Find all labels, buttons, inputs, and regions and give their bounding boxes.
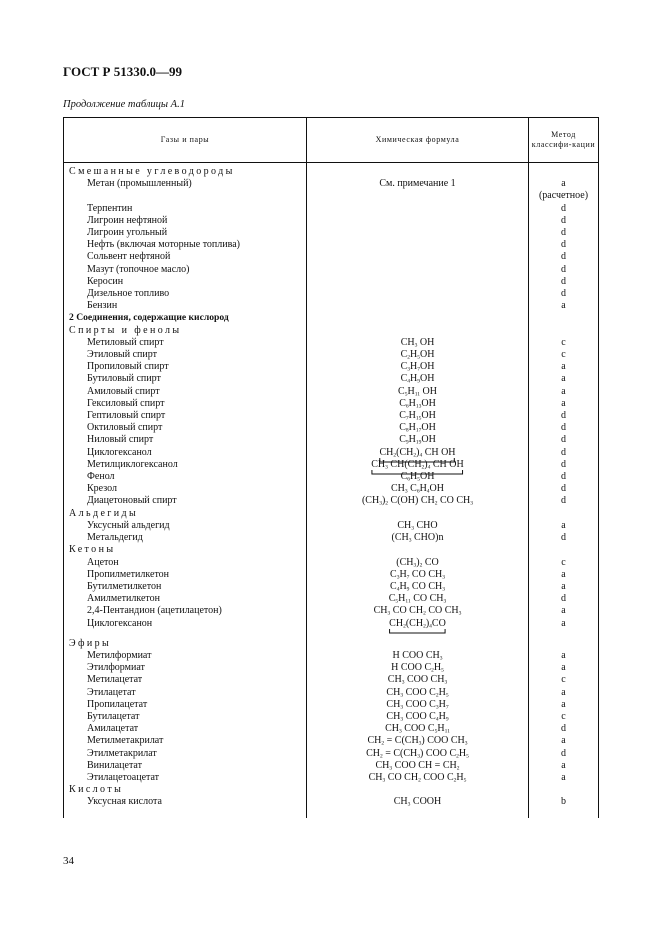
formula-text: H COO $C_2H_5$ [391, 662, 444, 674]
formula-text: $C_8H_{17}OH$ [399, 422, 436, 434]
table-row [64, 422, 599, 434]
table-row [64, 723, 599, 735]
formula-text: $CH_3$ COO $C_3H_7$ [386, 698, 449, 711]
method-cell: а [529, 520, 599, 532]
method-cell: а [529, 373, 599, 385]
gas-name-cell: Пропилацетат [64, 699, 307, 711]
formula-cell [307, 163, 529, 179]
formula-cell [307, 495, 529, 507]
table-row [64, 300, 599, 312]
formula-cell [307, 711, 529, 723]
method-cell: d [529, 748, 599, 760]
gas-name-cell: Уксусный альдегид [64, 520, 307, 532]
method-cell [529, 312, 599, 324]
formula-cell [307, 300, 529, 312]
formula-cell [307, 748, 529, 760]
formula-text: $C_6H_5OH$ [400, 471, 435, 483]
table-row [64, 434, 599, 446]
gas-name-cell: Метилметакрилат [64, 735, 307, 747]
formula-cell [307, 735, 529, 747]
method-cell: d [529, 471, 599, 483]
method-cell: d [529, 483, 599, 495]
gas-name-cell: Мазут (топочное масло) [64, 264, 307, 276]
table-row [64, 748, 599, 760]
method-cell: а [529, 398, 599, 410]
formula-cell [307, 264, 529, 276]
formula-text: $CH_3$ COO $C_5H_{11}$ [385, 723, 450, 735]
gas-name-cell: Дизельное топливо [64, 288, 307, 300]
formula-text: $CH_3$ COO $CH_3$ [387, 674, 448, 686]
formula-text: $C_3H_7OH$ [400, 361, 435, 373]
method-cell: а [529, 386, 599, 398]
formula-text: H COO $CH_3$ [392, 649, 443, 662]
table-row [64, 264, 599, 276]
formula-cell [307, 325, 529, 337]
formula-text: $CH_3$ COOH [393, 796, 442, 808]
table-row [64, 288, 599, 300]
formula-cell [307, 483, 529, 495]
method-cell: а [529, 618, 599, 630]
gas-name-cell: Метиловый спирт [64, 337, 307, 349]
gas-name-cell: Керосин [64, 276, 307, 288]
gas-name-cell: Этилацетат [64, 687, 307, 699]
formula-text: $C_5H_{11}$ OH [398, 385, 437, 398]
table-row [64, 373, 599, 385]
table-row [64, 361, 599, 373]
gas-name-cell: Винилацетат [64, 760, 307, 772]
formula-cell [307, 638, 529, 650]
gas-name-cell: Амилацетат [64, 723, 307, 735]
table-row [64, 520, 599, 532]
formula-cell [307, 532, 529, 544]
formula-cell [307, 581, 529, 593]
table-row [64, 190, 599, 202]
method-cell: с [529, 711, 599, 723]
gas-name-cell: Метальдегид [64, 532, 307, 544]
section-header-row [64, 544, 599, 556]
gas-name-cell: Октиловый спирт [64, 422, 307, 434]
table-row [64, 593, 599, 605]
formula-cell [307, 544, 529, 556]
method-cell [529, 638, 599, 650]
table-row [64, 227, 599, 239]
method-cell: а [529, 699, 599, 711]
method-cell [529, 508, 599, 520]
gas-name-cell: 2 Соединения, содержащие кислород [64, 312, 307, 324]
column-header-formula: Химическая формула [307, 118, 529, 163]
formula-cell [307, 251, 529, 263]
table-row [64, 459, 599, 471]
method-cell: b [529, 796, 599, 818]
table-row [64, 337, 599, 349]
gas-name-cell: Нефть (включая моторные топлива) [64, 239, 307, 251]
formula-text: $CH_3$ COO $C_4H_9$ [386, 710, 449, 723]
gas-name-cell: Уксусная кислота [64, 796, 307, 818]
formula-cell [307, 699, 529, 711]
gas-name-cell: Ацетон [64, 557, 307, 569]
method-cell: d [529, 227, 599, 239]
gas-name-cell: Эфиры [64, 638, 307, 650]
table-row [64, 203, 599, 215]
formula-text: $CH_3$ COO $C_2H_5$ [386, 686, 449, 699]
formula-text: $CH_3$ COO CH = $CH_2$ [375, 759, 460, 772]
formula-cell [307, 796, 529, 818]
gas-name-cell: Кетоны [64, 544, 307, 556]
gas-name-cell: Гексиловый спирт [64, 398, 307, 410]
ring-formula: $CH_2(CH_2)_4CO$ [389, 618, 446, 630]
table-row [64, 251, 599, 263]
method-cell: d [529, 276, 599, 288]
table-row [64, 557, 599, 569]
gas-name-cell: Альдегиды [64, 508, 307, 520]
formula-text: $C_7H_{15}OH$ [399, 410, 436, 422]
gas-name-cell: Этилформиат [64, 662, 307, 674]
formula-text: $(CH_3)_2$ C(OH) $CH_2$ CO $CH_3$ [361, 495, 474, 507]
table-row [64, 349, 599, 361]
formula-cell [307, 422, 529, 434]
formula-cell [307, 410, 529, 422]
formula-cell [307, 337, 529, 349]
table-row [64, 674, 599, 686]
table-row [64, 276, 599, 288]
table-row [64, 687, 599, 699]
section-header-row [64, 312, 599, 324]
formula-text: $CH_3$ OH [400, 336, 435, 349]
spacer-cell [529, 630, 599, 638]
formula-cell [307, 520, 529, 532]
formula-text: См. примечание 1 [379, 178, 456, 190]
formula-cell [307, 618, 529, 630]
ring-formula: $CH_2(CH_2)_4$ CH OH [379, 447, 455, 459]
gas-name-cell: Бутиловый спирт [64, 373, 307, 385]
formula-text: $(CH_3)_2$ CO [396, 556, 439, 568]
table-row [64, 699, 599, 711]
formula-text: $C_2H_5OH$ [400, 349, 435, 361]
method-cell: d [529, 203, 599, 215]
table-row [64, 532, 599, 544]
formula-cell [307, 784, 529, 796]
method-cell: а [529, 735, 599, 747]
formula-cell [307, 203, 529, 215]
formula-text: $CH_2 = C(CH_3)$ COO $C_2H_5$ [366, 747, 469, 760]
formula-cell [307, 508, 529, 520]
table-row [64, 239, 599, 251]
method-cell: d [529, 495, 599, 507]
table-header-row [64, 118, 599, 163]
method-cell: d [529, 410, 599, 422]
formula-text: $C_4H_9OH$ [400, 373, 435, 385]
table-row [64, 711, 599, 723]
gas-name-cell: Бензин [64, 300, 307, 312]
method-cell: а [529, 760, 599, 772]
method-cell [529, 325, 599, 337]
section-header-row [64, 508, 599, 520]
method-cell [529, 544, 599, 556]
formula-cell [307, 434, 529, 446]
gas-name-cell [64, 190, 307, 202]
gas-name-cell: Этилметакрилат [64, 748, 307, 760]
method-cell: d [529, 434, 599, 446]
formula-cell [307, 723, 529, 735]
method-cell: а [529, 662, 599, 674]
table-row [64, 495, 599, 507]
method-cell: d [529, 593, 599, 605]
section-header-row [64, 638, 599, 650]
gas-name-cell: Амиловый спирт [64, 386, 307, 398]
formula-text: $CH_3$ CO $CH_2$ CO $CH_3$ [373, 605, 462, 617]
formula-cell [307, 178, 529, 190]
gas-name-cell: Метан (промышленный) [64, 178, 307, 190]
method-cell: d [529, 251, 599, 263]
formula-cell [307, 674, 529, 686]
method-cell: а [529, 650, 599, 662]
gas-name-cell: Циклогексанол [64, 447, 307, 459]
formula-cell [307, 239, 529, 251]
method-cell: d [529, 459, 599, 471]
ring-bracket [371, 470, 463, 475]
table-row [64, 772, 599, 784]
table-row [64, 178, 599, 190]
method-cell: d [529, 264, 599, 276]
method-cell: а [529, 569, 599, 581]
gas-name-cell: Лигроин нефтяной [64, 215, 307, 227]
formula-cell [307, 349, 529, 361]
formula-cell [307, 605, 529, 617]
method-cell: (расчетное) [529, 190, 599, 202]
page-number: 34 [63, 855, 74, 867]
table-row [64, 386, 599, 398]
gas-name-cell: Терпентин [64, 203, 307, 215]
gas-name-cell: Амилметилкетон [64, 593, 307, 605]
method-cell: а [529, 300, 599, 312]
formula-cell [307, 386, 529, 398]
table-row [64, 569, 599, 581]
section-header-row [64, 784, 599, 796]
formula-text: $C_9H_{19}OH$ [399, 434, 436, 446]
table-row [64, 662, 599, 674]
gas-name-cell: Циклогексанон [64, 618, 307, 630]
formula-cell [307, 687, 529, 699]
formula-text: ($CH_3$ CHO)n [391, 532, 444, 544]
table-row [64, 605, 599, 617]
method-cell: а [529, 361, 599, 373]
formula-text: $CH_3$ CO $CH_2$ COO $C_2H_5$ [368, 771, 467, 784]
method-cell: с [529, 337, 599, 349]
formula-cell [307, 398, 529, 410]
method-cell: а [529, 772, 599, 784]
table-body [64, 163, 599, 819]
formula-text: $CH_3$ CHO [397, 519, 438, 532]
formula-cell [307, 662, 529, 674]
formula-text: $C_4H_9$ CO $CH_3$ [390, 580, 445, 593]
gas-name-cell: Гептиловый спирт [64, 410, 307, 422]
method-cell: d [529, 447, 599, 459]
gas-name-cell: Спирты и фенолы [64, 325, 307, 337]
formula-cell [307, 760, 529, 772]
formula-text: $C_5H_{11}$ CO $CH_3$ [388, 593, 447, 605]
spacer-cell [64, 630, 307, 638]
gas-name-cell: Диацетоновый спирт [64, 495, 307, 507]
method-cell: а [529, 581, 599, 593]
formula-cell [307, 447, 529, 459]
table-row [64, 650, 599, 662]
gas-name-cell: Пропилметилкетон [64, 569, 307, 581]
ring-bracket [389, 629, 446, 634]
gas-name-cell: Бутилметилкетон [64, 581, 307, 593]
table-row [64, 796, 599, 818]
table-row [64, 447, 599, 459]
formula-text: $C_3H_7$ CO $CH_3$ [390, 568, 445, 581]
document-title: ГОСТ Р 51330.0—99 [63, 64, 182, 79]
gas-classification-table [63, 117, 599, 818]
method-cell: с [529, 557, 599, 569]
table-row [64, 735, 599, 747]
method-cell: с [529, 349, 599, 361]
method-cell: а [529, 605, 599, 617]
formula-cell [307, 569, 529, 581]
gas-name-cell: Фенол [64, 471, 307, 483]
gas-name-cell: Крезол [64, 483, 307, 495]
method-cell: а [529, 687, 599, 699]
method-cell: а [529, 178, 599, 190]
method-cell: с [529, 674, 599, 686]
table-row [64, 398, 599, 410]
table-row [64, 471, 599, 483]
gas-name-cell: Лигроин угольный [64, 227, 307, 239]
formula-cell [307, 361, 529, 373]
formula-cell [307, 459, 529, 471]
table-row [64, 215, 599, 227]
formula-cell [307, 593, 529, 605]
column-header-method: Метод классифи-кации [529, 118, 599, 163]
method-cell: d [529, 215, 599, 227]
gas-name-cell: Пропиловый спирт [64, 361, 307, 373]
gas-name-cell: Ниловый спирт [64, 434, 307, 446]
formula-cell [307, 288, 529, 300]
formula-cell [307, 772, 529, 784]
method-cell [529, 163, 599, 179]
gas-name-cell: Сольвент нефтяной [64, 251, 307, 263]
formula-cell [307, 373, 529, 385]
method-cell [529, 784, 599, 796]
formula-cell [307, 312, 529, 324]
formula-text: $CH_3$ $C_6H_4OH$ [390, 483, 444, 495]
method-cell: d [529, 288, 599, 300]
table-row [64, 760, 599, 772]
column-header-gas: Газы и пары [64, 118, 307, 163]
table-row [64, 410, 599, 422]
formula-cell [307, 276, 529, 288]
formula-cell [307, 650, 529, 662]
table-row [64, 618, 599, 630]
method-cell: d [529, 532, 599, 544]
method-cell: d [529, 723, 599, 735]
formula-text: $C_6H_{13}OH$ [399, 397, 436, 410]
gas-name-cell: Этилацетоацетат [64, 772, 307, 784]
formula-text: $CH_2 = C(CH_3)$ COO $CH_3$ [367, 735, 468, 747]
gas-name-cell: Метилацетат [64, 674, 307, 686]
formula-cell [307, 557, 529, 569]
method-cell: d [529, 239, 599, 251]
gas-name-cell: Кислоты [64, 784, 307, 796]
section-header-row [64, 163, 599, 179]
gas-name-cell: Метилформиат [64, 650, 307, 662]
gas-name-cell: 2,4-Пентандион (ацетилацетон) [64, 605, 307, 617]
ring-formula: $CH_3$ $CH(CH_2)_4$ CH OH [371, 459, 463, 471]
table-continuation-label: Продолжение таблицы А.1 [63, 99, 185, 110]
spacer-row [64, 630, 599, 638]
gas-name-cell: Этиловый спирт [64, 349, 307, 361]
table-row [64, 581, 599, 593]
formula-cell [307, 190, 529, 202]
formula-cell [307, 227, 529, 239]
gas-name-cell: Смешанные углеводороды [64, 163, 307, 179]
method-cell: d [529, 422, 599, 434]
section-header-row [64, 325, 599, 337]
table-row [64, 483, 599, 495]
gas-name-cell: Бутилацетат [64, 711, 307, 723]
formula-cell [307, 215, 529, 227]
gas-name-cell: Метилциклогексанол [64, 459, 307, 471]
